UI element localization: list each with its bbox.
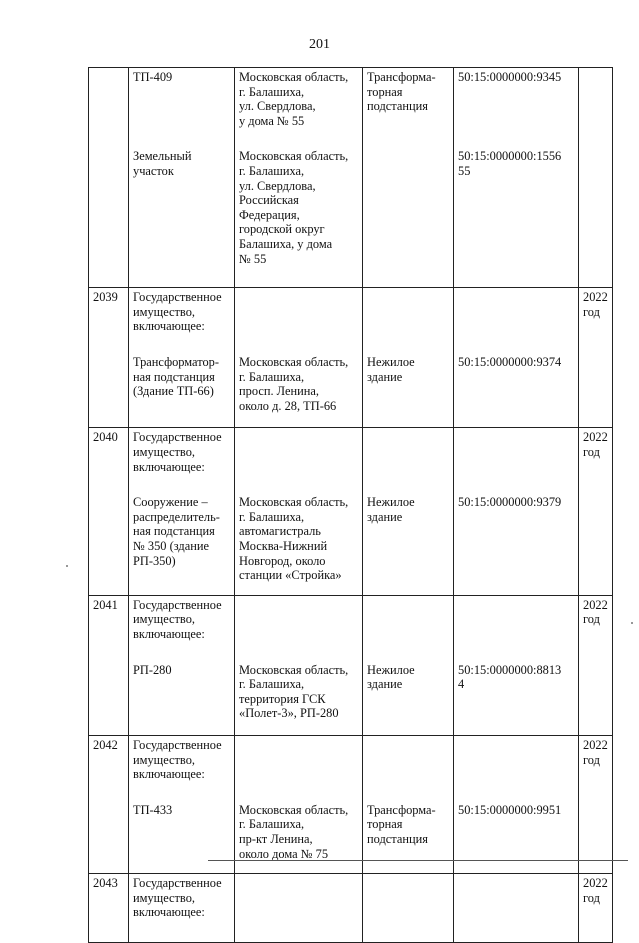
row-number-cell (89, 288, 129, 428)
table-row (89, 428, 613, 595)
year: 2022 год (583, 737, 608, 767)
heading-spacer (239, 738, 359, 782)
address-cell (235, 428, 363, 595)
group-heading: Государственное имущество, включающее: (133, 737, 222, 782)
heading-spacer (239, 876, 359, 920)
cadastral-number-cell (454, 874, 579, 943)
object-name-cell (129, 68, 235, 288)
address-cell (235, 68, 363, 288)
heading-spacer (367, 598, 450, 642)
address-cell (235, 595, 363, 735)
cadastral-number-cell (454, 288, 579, 428)
group-heading: Государственное имущество, включающее: (133, 290, 222, 334)
heading-spacer (367, 876, 450, 920)
page-number: 201 (309, 37, 330, 52)
object-type-cell (363, 68, 454, 288)
object-name-cell (129, 874, 235, 943)
heading-spacer (239, 290, 359, 334)
row-number: 2043 (93, 876, 118, 891)
heading-spacer (239, 598, 359, 642)
row-number: 2039 (93, 290, 118, 305)
row-number: 2042 (93, 737, 118, 752)
object-address: Московская область, г. Балашиха, просп. Ленина, около д. 28, ТП-66 (239, 354, 349, 413)
scan-speck (66, 565, 68, 567)
object-type: Нежилое здание (367, 495, 415, 524)
cadastral-number-cell (454, 68, 579, 288)
year-cell (579, 288, 613, 428)
cadastral-number-cell (454, 735, 579, 873)
object-type-cell (363, 735, 454, 873)
object-type: Нежилое здание (367, 354, 415, 384)
object-name: Трансформатор- ная подстанция (Здание ТП-66) (133, 354, 220, 399)
year-cell (579, 68, 613, 288)
object-name-cell (129, 735, 235, 873)
address-cell (235, 288, 363, 428)
year-cell (579, 735, 613, 873)
object-type: Трансформа- торная подстанция (367, 802, 436, 846)
object-address: Московская область, г. Балашиха, территория ГСК «Полет-3», РП-280 (239, 662, 349, 721)
object-type-cell (363, 428, 454, 595)
heading-spacer (367, 430, 450, 474)
table-row (89, 595, 613, 735)
object-name: РП-280 (133, 662, 172, 677)
row-number-cell (89, 595, 129, 735)
table-row (89, 874, 613, 943)
row-number-cell (89, 428, 129, 595)
row-number-cell (89, 874, 129, 943)
object-name: ТП-409 (133, 70, 173, 84)
object-address: Московская область, г. Балашиха, ул. Свердлова, Российская Федерация, городской округ Балашиха, у дома № 55 (239, 149, 349, 266)
footer-rule (208, 860, 628, 861)
year-cell (579, 595, 613, 735)
row-number: 2040 (93, 430, 118, 445)
scan-speck (631, 622, 633, 624)
cadastral-number: 50:15:0000000:1556 55 (458, 149, 562, 178)
object-name-cell (129, 288, 235, 428)
cadastral-number: 50:15:0000000:9374 (458, 354, 562, 369)
heading-spacer (458, 598, 575, 642)
row-number: 2041 (93, 597, 118, 612)
object-type (367, 149, 450, 266)
cadastral-number-cell (454, 595, 579, 735)
table-row (89, 68, 613, 288)
group-heading: Государственное имущество, включающее: (133, 430, 222, 474)
property-registry-table (88, 67, 613, 943)
heading-spacer (239, 430, 359, 474)
object-address: Московская область, г. Балашиха, пр-кт Ленина, около дома № 75 (239, 802, 349, 861)
heading-spacer (458, 430, 575, 474)
cadastral-number: 50:15:0000000:9379 (458, 495, 562, 510)
object-type-cell (363, 874, 454, 943)
object-name: ТП-433 (133, 802, 173, 817)
cadastral-number: 50:15:0000000:9345 (458, 70, 562, 84)
object-name: Сооружение – распределитель- ная подстанция № 350 (здание РП-350) (133, 495, 220, 568)
row-number-cell (89, 735, 129, 873)
address-cell (235, 735, 363, 873)
row-number-cell (89, 68, 129, 288)
year-cell (579, 428, 613, 595)
object-name-cell (129, 595, 235, 735)
year-cell (579, 874, 613, 943)
cadastral-number: 50:15:0000000:8813 4 (458, 662, 562, 692)
object-type-cell (363, 595, 454, 735)
object-type: Трансформа- торная подстанция (367, 70, 436, 114)
table-row (89, 735, 613, 873)
heading-spacer (367, 738, 450, 782)
object-address: Московская область, г. Балашиха, автомагистраль Москва-Нижний Новгород, около станции «Стройка» (239, 495, 349, 583)
heading-spacer (458, 290, 575, 334)
group-heading: Государственное имущество, включающее: (133, 876, 222, 920)
heading-spacer (458, 738, 575, 782)
year: 2022 год (583, 876, 608, 905)
cadastral-number: 50:15:0000000:9951 (458, 802, 562, 817)
object-type-cell (363, 288, 454, 428)
heading-spacer (367, 290, 450, 334)
table-row (89, 288, 613, 428)
object-name: Земельный участок (133, 149, 192, 178)
cadastral-number-cell (454, 428, 579, 595)
year: 2022 год (583, 430, 608, 459)
heading-spacer (458, 876, 575, 920)
year: 2022 год (583, 597, 608, 627)
group-heading: Государственное имущество, включающее: (133, 597, 222, 641)
object-address: Московская область, г. Балашиха, ул. Свердлова, у дома № 55 (239, 70, 349, 128)
address-cell (235, 874, 363, 943)
object-name-cell (129, 428, 235, 595)
year: 2022 год (583, 290, 608, 319)
object-type: Нежилое здание (367, 662, 415, 692)
